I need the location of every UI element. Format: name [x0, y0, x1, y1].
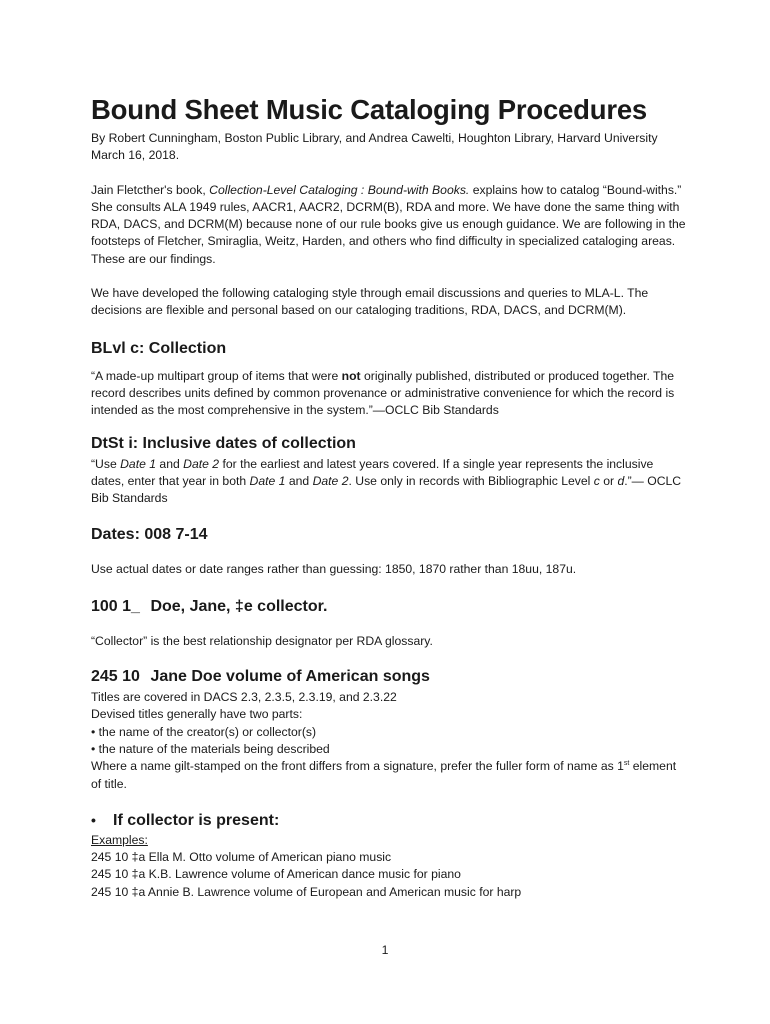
field-245-tag: 245 10 [91, 668, 140, 686]
intro-paragraph [91, 182, 687, 268]
field-245-heading [91, 666, 687, 688]
blvl-heading: BLvl c: Collection [91, 339, 227, 357]
dtst-italic: Date 1 [120, 456, 157, 471]
bullet-icon: • [91, 811, 96, 828]
blvl-quote [91, 368, 687, 420]
dtst-italic: c [593, 473, 600, 488]
page-number: 1 [381, 943, 389, 957]
example-line: 245 10 ‡a Annie B. Lawrence volume of European and American music for harp [91, 884, 522, 899]
blvl-quote-post: originally published, distributed or produced together. The record describes units defined by common provenance or administrative convenience for which the record is intended as the most comprehensive in the system.”—OCLC Bib Standards [91, 368, 675, 418]
field-100-value: Doe, Jane, ‡e collector. [150, 597, 328, 615]
dates-heading: Dates: 008 7-14 [91, 526, 208, 544]
dtst-italic: Date 2 [312, 473, 349, 488]
examples-label: Examples: [91, 832, 148, 847]
field-245-line: • the nature of the materials being described [91, 741, 330, 756]
dtst-heading: DtSt i: Inclusive dates of collection [91, 434, 356, 452]
gilt-note-pre: Where a name gilt-stamped on the front differs from a signature, prefer the fuller form of name as 1 [91, 759, 624, 774]
blvl-quote-pre: “A made-up multipart group of items that were [91, 368, 342, 383]
example-line: 245 10 ‡a K.B. Lawrence volume of American dance music for piano [91, 867, 461, 882]
dtst-text: .”— OCLC Bib Standards [91, 473, 682, 506]
dtst-text: or [599, 473, 618, 488]
byline: By Robert Cunningham, Boston Public Library, and Andrea Cawelti, Houghton Library, Harvard University [91, 131, 658, 145]
field-245-notes [91, 689, 687, 793]
examples-block [91, 832, 687, 901]
dtst-text: and [285, 473, 313, 488]
intro-text-pre: Jain Fletcther's book, [91, 182, 210, 197]
field-245-value: Jane Doe volume of American songs [150, 668, 430, 686]
dtst-text: “Use [91, 456, 121, 471]
dates-text: Use actual dates or date ranges rather than guessing: 1850, 1870 rather than 18uu, 187u. [91, 562, 577, 577]
dtst-text: . Use only in records with Bibliographic Level [348, 473, 594, 488]
dtst-italic: d [617, 473, 625, 488]
document-title: Bound Sheet Music Cataloging Procedures [91, 94, 648, 125]
dtst-italic: Date 2 [183, 456, 220, 471]
collector-heading [91, 809, 687, 832]
collector-heading-text: If collector is present: [113, 811, 280, 829]
blvl-quote-bold: not [341, 368, 361, 383]
page-content [91, 92, 687, 901]
gilt-note-sup: st [623, 760, 630, 768]
dtst-text: for the earliest and latest years covered. If a single year represents the inclusive dates, enter that year in both [91, 456, 654, 488]
publication-date: March 16, 2018. [91, 148, 180, 163]
dtst-italic: Date 1 [249, 473, 286, 488]
gilt-note-post: element of title. [91, 759, 677, 791]
intro-text-post: explains how to catalog “Bound-withs.” She consults ALA 1949 rules, AACR1, AACR2, DCRM(B), RDA and more. We have done the same thing with RDA, DACS, and DCRM(M) because none of our rule books give us enough guidance. We are following in the footsteps of Fletcher, Smiraglia, Weitz, Harden, and others who find difficulty in specialized cataloging areas. These are our findings. [91, 182, 686, 266]
book-title: Collection-Level Cataloging : Bound-with Books. [209, 182, 470, 197]
field-100-text: “Collector” is the best relationship designator per RDA glossary. [91, 633, 433, 648]
gilt-stamp-note [91, 758, 687, 793]
field-100-tag: 100 1_ [91, 597, 140, 615]
dtst-quote [91, 456, 687, 508]
style-note-paragraph: We have developed the following cataloging style through email discussions and queries to MLA-L. The decisions are flexible and personal based on our cataloging traditions, RDA, DACS, and DCRM(M). [91, 286, 649, 318]
dtst-text: and [156, 456, 184, 471]
field-245-line: • the name of the creator(s) or collector(s) [91, 724, 317, 739]
field-100-heading [91, 596, 687, 618]
example-line: 245 10 ‡a Ella M. Otto volume of American piano music [91, 850, 392, 865]
field-245-line: Devised titles generally have two parts: [91, 707, 303, 722]
field-245-line: Titles are covered in DACS 2.3, 2.3.5, 2.3.19, and 2.3.22 [91, 690, 397, 705]
